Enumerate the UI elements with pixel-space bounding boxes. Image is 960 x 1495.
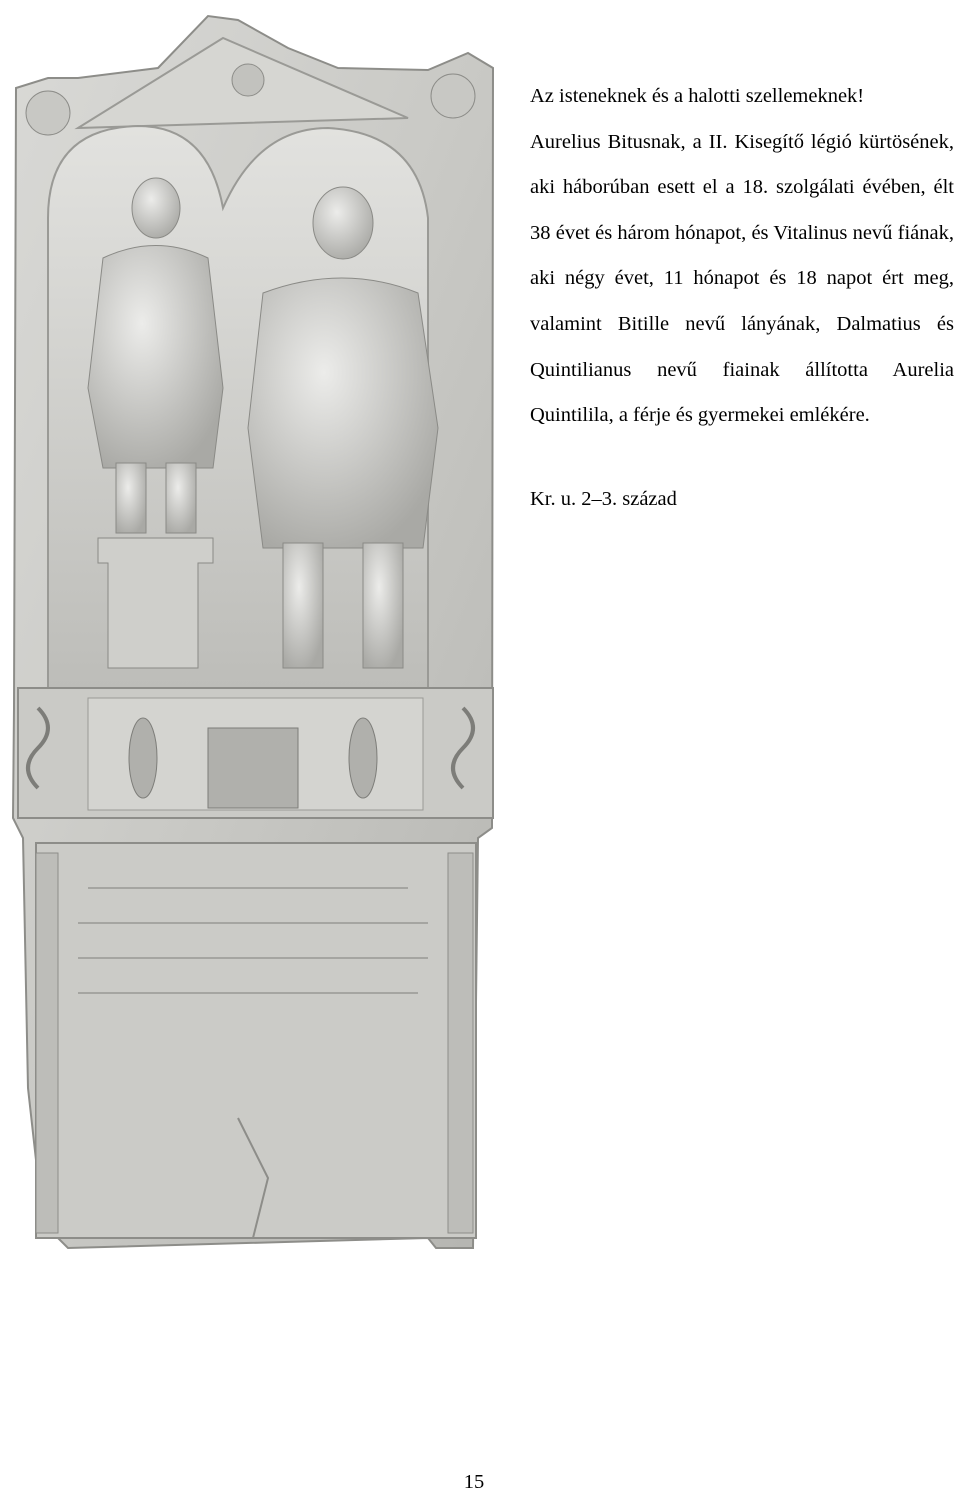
inscription-panel <box>36 843 476 1238</box>
inscription-heading: Az isteneknek és a halotti szellemeknek! <box>530 85 865 107</box>
inscription-body: Aurelius Bitusnak, a II. Kisegítő légió kürtösének, aki háborúban esett el a 18. szolgálati évében, élt 38 évet és három hónapot, és Vitalinus nevű fiának, aki négy évet, 11 hónapot és 18 napot ért meg, valamint Bitille nevű lányának, Dalmatius és Quintilianus nevű fiainak állította Aurelia Quintilila, a férje és gyermekei emlékére. <box>530 130 954 427</box>
tombstone-photo <box>8 8 498 1258</box>
page-number: 15 <box>463 1471 485 1493</box>
dating: Kr. u. 2–3. század <box>530 487 677 510</box>
text-column <box>530 74 954 511</box>
